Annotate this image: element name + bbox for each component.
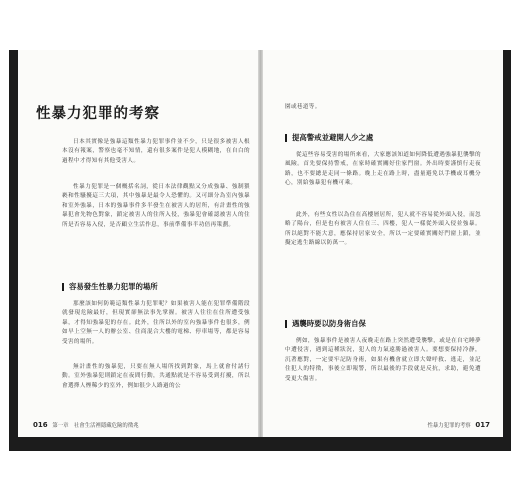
section-heading-places: 容易發生性暴力犯罪的場所 xyxy=(62,283,158,291)
left-running-header: 第一章 社會生活裡隱藏危險的徵兆 xyxy=(52,423,139,429)
book-spread xyxy=(9,50,511,451)
left-footer xyxy=(30,421,139,429)
right-running-header: 性暴力犯罪的考察 xyxy=(427,423,471,429)
right-page xyxy=(263,50,503,437)
chapter-title: 性暴力犯罪的考察 xyxy=(36,105,160,122)
right-footer xyxy=(428,421,493,429)
left-paragraph-4: 無計畫性的強暴犯，只要在無人場所找到對象，馬上就會付諸行動。室外強暴犯則鎖定在夜間行動，共通點就是不容易受到打擾，所以會選擇人煙稀少的室外，例如很少人路過的公 xyxy=(62,364,250,389)
left-paragraph-1: 日本其實像是強暴這類性暴力犯罪事件並不少，只是很多被害人根本沒有報案，警察也毫不知情，還有很多案件是犯人模糊地，在自白的過程中才得知有其他受害人。 xyxy=(62,139,250,164)
page-number-left: 016 xyxy=(33,421,48,429)
right-paragraph-1: 從這些容易受害的場所來看，大家應該知道如何降低遭遇強暴犯襲擊的風險。首先要保持警戒，在家時確實關好住家門窗。外出時要謹慎行走夜路，也不要總是走同一條路。晚上走在路上時，盡量避免以手機或耳機分心，別給強暴犯有機可乘。 xyxy=(285,152,481,187)
left-page xyxy=(18,50,258,437)
left-paragraph-2: 性暴力犯罪是一個概括名詞，從日本法律觀點又分成強暴、強制猥褻和性騷擾這三大項，其中強暴是最令人恐懼的。又可細分為室內強暴和室外強暴，日本的強暴事件多半發生在被害人的居所，有計畫性的強暴犯會先物色對象，鎖定被害人的住所入侵，強暴犯會確認被害人的住所是否容易入侵，是否顧立生活作息，事前準備事半功倍再策劃。 xyxy=(62,184,250,228)
left-paragraph-3: 那麼該如何防範這類性暴力犯罪呢？如果被害人能在犯罪準備階段就發現危險最好，但現實卻無法事先掌握。被害人往往在住所遭受強暴，才得知強暴犯的存在。此外，住所以外的室內強暴事件也很多，例如早上空無一人的辦公室、住商混合大樓的電梯、停車場等，都是容易受害的場所。 xyxy=(62,301,250,345)
right-paragraph-2: 此外，有些女性以為住在高樓層居所，犯人就不容易從外頭入侵，而忽略了陽台，但是也有被害人住在三、四樓，犯人一樣從外頭入侵並強暴。所以絕對不能大意，應保持居家安全，所以一定要確實關好門窗上鎖，並擬定逃生路線以防萬一。 xyxy=(285,212,481,247)
page-number-right: 017 xyxy=(475,421,490,429)
section-heading-selfdefense: 遇襲時要以防身術自保 xyxy=(285,320,366,328)
section-heading-alert: 提高警戒並避開人少之處 xyxy=(285,134,373,142)
right-intro-line: 園或巷道等。 xyxy=(285,104,321,110)
right-paragraph-3: 例如，強暴事件是被害人夜晚走在路上突然遭受襲擊，或是在自宅睡夢中遭侵害，遇到這種狀況，犯人的力氣遠勝過被害人。要想要保持冷靜，沉著應對，一定要牢記防身術，如果有機會就立即大聲呼救、逃走，並記住犯人的特徵，事後立即報警，所以最後的手段就是反抗，求助，避免遭受更大傷害。 xyxy=(285,338,481,382)
